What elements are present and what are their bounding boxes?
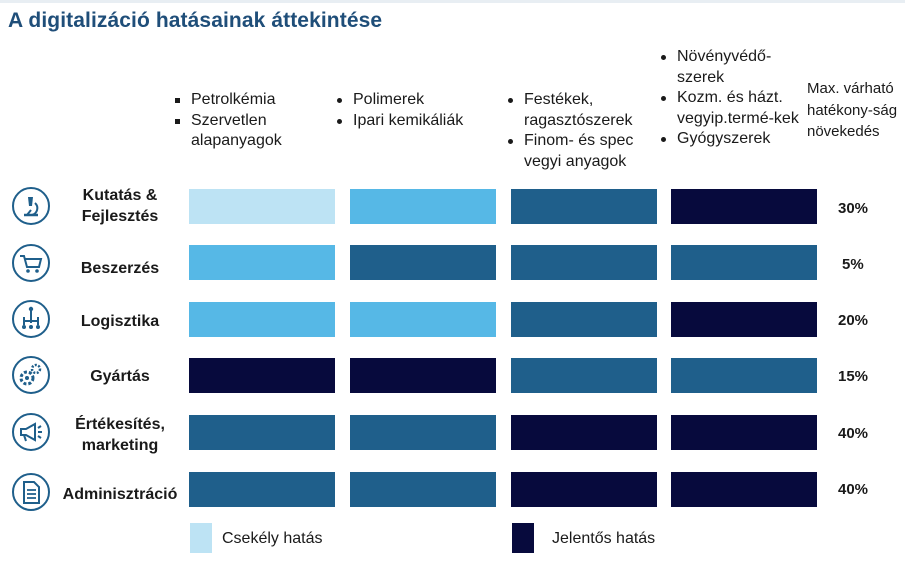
matrix-cell xyxy=(189,358,335,393)
matrix-cell xyxy=(671,358,817,393)
column-header-3 xyxy=(505,90,656,172)
top-border xyxy=(0,0,905,3)
matrix-cell xyxy=(350,189,496,224)
document-icon xyxy=(11,472,51,512)
matrix-cell xyxy=(189,472,335,507)
matrix-cell xyxy=(671,415,817,450)
column-item: Festékek, ragasztószerek xyxy=(505,90,656,131)
megaphone-icon xyxy=(11,412,51,452)
max-value: 15% xyxy=(838,368,869,385)
row-label: Gyártás xyxy=(90,368,150,385)
matrix-cell xyxy=(671,302,817,337)
max-value: 20% xyxy=(838,312,869,329)
column-item: Kozm. és házt. vegyip.termé-kek xyxy=(658,88,805,129)
matrix-cell xyxy=(671,189,817,224)
matrix-cell xyxy=(511,302,657,337)
network-tree-icon xyxy=(11,299,51,339)
legend-swatch-low xyxy=(190,523,212,553)
matrix-cell xyxy=(511,472,657,507)
row-label: Beszerzés xyxy=(80,260,160,277)
column-header-1 xyxy=(172,90,321,152)
matrix-cell xyxy=(189,415,335,450)
matrix-cell xyxy=(511,415,657,450)
row-label: Értékesítés, marketing xyxy=(75,416,165,454)
matrix-cell xyxy=(350,472,496,507)
matrix-cell xyxy=(189,189,335,224)
column-item: Növényvédő-szerek xyxy=(658,47,787,88)
row-label: Kutatás & Fejlesztés xyxy=(81,187,159,225)
legend-swatch-high xyxy=(512,523,534,553)
legend-label-high: Jelentős hatás xyxy=(552,530,656,547)
shopping-cart-icon xyxy=(11,243,51,283)
max-efficiency-header: Max. várható hatékony-ság növekedés xyxy=(807,80,898,140)
column-item: Finom- és spec vegyi anyagok xyxy=(505,131,656,172)
row-label: Adminisztráció xyxy=(62,486,178,503)
matrix-cell xyxy=(189,302,335,337)
max-value: 5% xyxy=(842,256,864,273)
matrix-cell xyxy=(511,358,657,393)
page-title: A digitalizáció hatásainak áttekintése xyxy=(8,9,383,32)
gears-icon xyxy=(11,355,51,395)
column-header-2 xyxy=(334,90,473,131)
column-item: Gyógyszerek xyxy=(658,129,805,150)
matrix-cell xyxy=(350,245,496,280)
column-header-4 xyxy=(658,47,805,150)
matrix-cell xyxy=(671,472,817,507)
column-item: Szervetlen alapanyagok xyxy=(172,111,321,152)
max-value: 40% xyxy=(838,425,869,442)
microscope-icon xyxy=(11,186,51,226)
matrix-cell xyxy=(350,415,496,450)
matrix-cell xyxy=(511,189,657,224)
column-item: Petrolkémia xyxy=(172,90,321,111)
matrix-cell xyxy=(189,245,335,280)
matrix-cell xyxy=(511,245,657,280)
matrix-cell xyxy=(350,302,496,337)
max-value: 30% xyxy=(838,200,869,217)
matrix-cell xyxy=(671,245,817,280)
row-label: Logisztika xyxy=(80,313,160,330)
matrix-cell xyxy=(350,358,496,393)
column-item: Ipari kemikáliák xyxy=(334,111,473,132)
column-item: Polimerek xyxy=(334,90,473,111)
legend-label-low: Csekély hatás xyxy=(222,530,323,547)
max-value: 40% xyxy=(838,481,869,498)
